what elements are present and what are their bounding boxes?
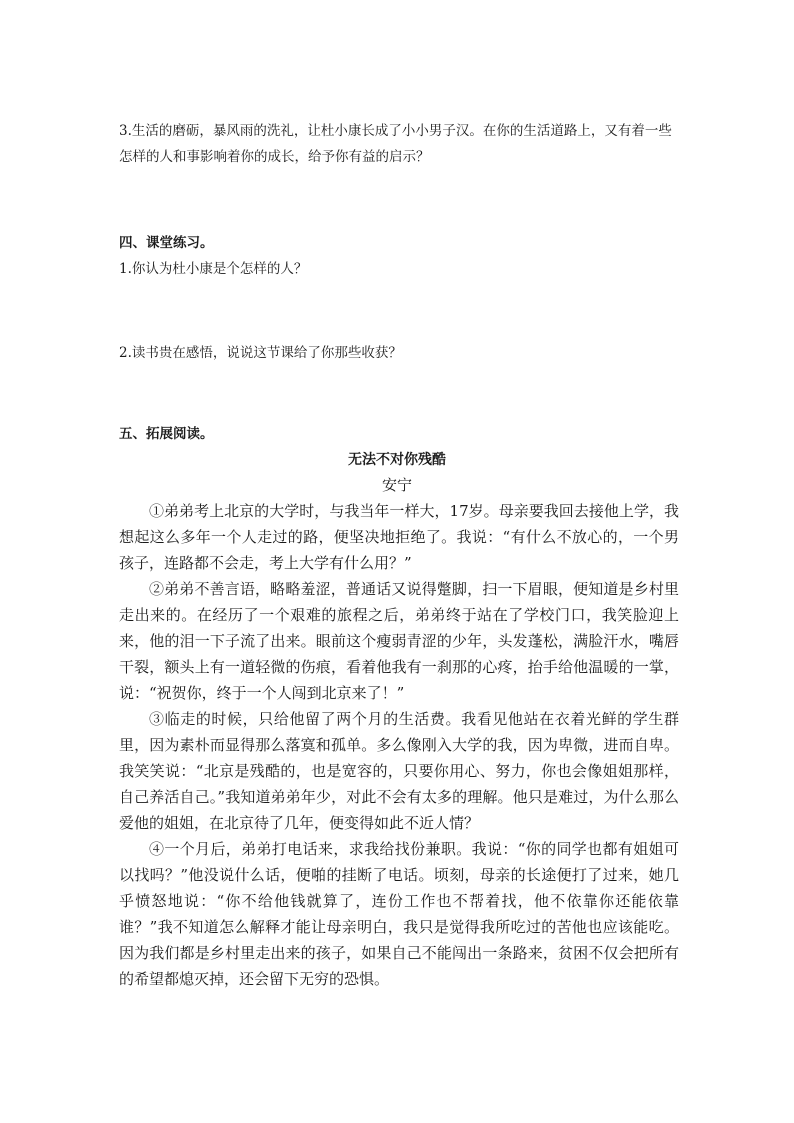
article-author: 安宁 — [381, 476, 412, 494]
article-paragraph-2: ②弟弟不善言语，略略羞涩，普通话又说得蹩脚，扫一下眉眼，便知道是乡村里走出来的。在经历了一个艰难的旅程之后，弟弟终于站在了学校门口，我笑脸迎上来，他的泪一下子流了出来。眼前这个瘦弱青涩的少年，头发蓬松，满脸汗水，嘴唇干裂，额头上有一道轻微的伤痕，看着他我有一刹那的心疼，抬手给他温暖的一掌，说：“祝贺你，终于一个人闯到北京来了！” — [119, 580, 679, 702]
section-4-heading: 四、课堂练习。 — [119, 235, 214, 251]
article-paragraph-3: ③临走的时候，只给他留了两个月的生活费。我看见他站在衣着光鲜的学生群里，因为素朴而显得那么落寞和孤单。多么像刚入大学的我，因为卑微，进而自卑。我笑笑说：“北京是残酷的，也是宽容的，只要你用心、努力，你也会像姐姐那样，自己养活自己。”我知道弟弟年少，对此不会有太多的理解。他只是难过，为什么那么爱他的姐姐，在北京待了几年，便变得如此不近人情？ — [119, 710, 679, 832]
section-4-question-2: 2.读书贵在感悟，说说这节课给了你那些收获？ — [119, 345, 402, 361]
article-title: 无法不对你残酷 — [348, 452, 446, 468]
question-3: 3.生活的磨砺，暴风雨的洗礼，让杜小康长成了小小男子汉。在你的生活道路上，又有着一些怎样的人和事影响着你的成长，给予你有益的启示？ — [119, 123, 672, 165]
article-body — [119, 498, 679, 992]
section-5-heading: 五、拓展阅读。 — [119, 426, 214, 442]
article-paragraph-4: ④一个月后，弟弟打电话来，求我给找份兼职。我说：“你的同学也都有姐姐可以找吗？”他没说什么话，便啪的挂断了电话。顷刻，母亲的长途便打了过来，她几乎愤怒地说：“你不给他钱就算了，连份工作也不帮着找，他不依靠你还能依靠谁？”我不知道怎么解释才能让母亲明白，我只是觉得我所吃过的苦他也应该能吃。因为我们都是乡村里走出来的孩子，如果自己不能闯出一条路来，贫困不仅会把所有的希望都熄灭掉，还会留下无穷的恐惧。 — [119, 840, 679, 988]
section-4-question-1: 1.你认为杜小康是个怎样的人？ — [119, 261, 308, 277]
article-paragraph-1: ①弟弟考上北京的大学时，与我当年一样大，17岁。母亲要我回去接他上学，我想起这么多年一个人走过的路，便坚决地拒绝了。我说：“有什么不放心的，一个男孩子，连路都不会走，考上大学有什么用？” — [119, 502, 679, 572]
